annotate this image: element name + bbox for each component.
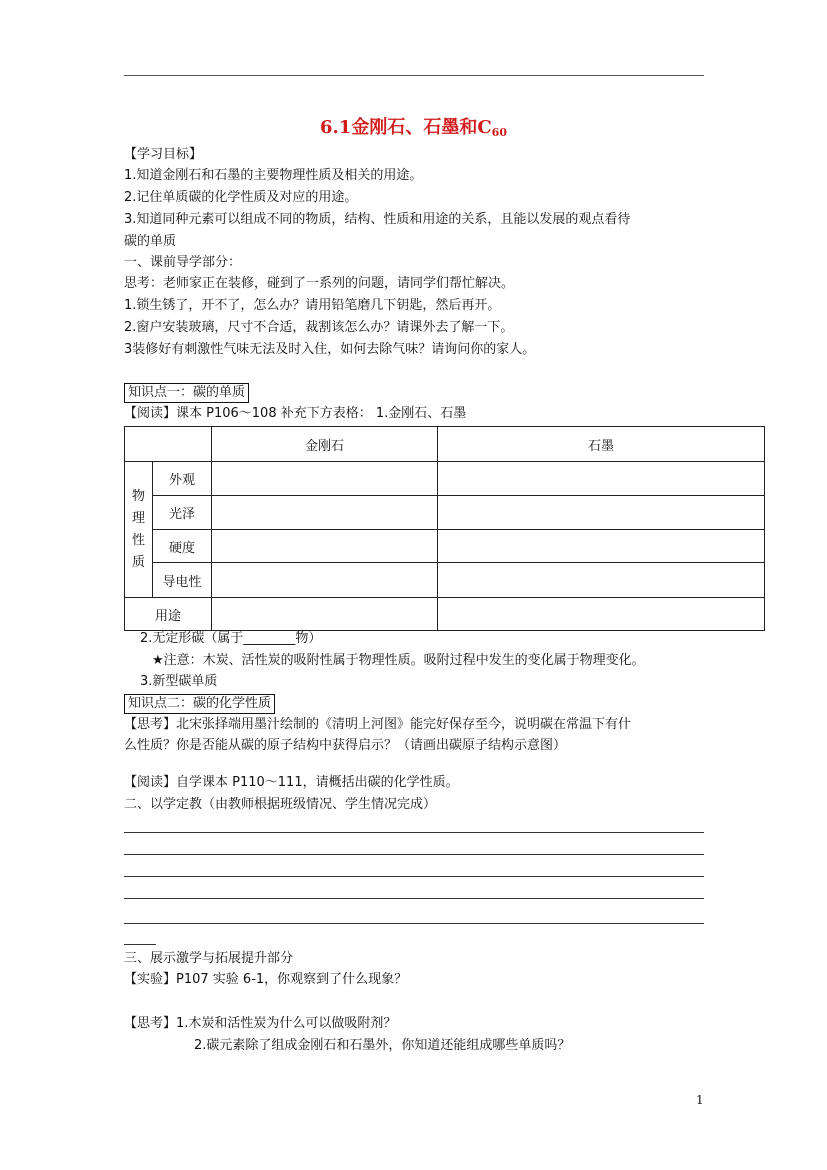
answer-cell[interactable] xyxy=(212,496,438,530)
goal-item: 2.记住单质碳的化学性质及对应的用途。 xyxy=(124,190,358,205)
preview-heading: 一、课前导学部分： xyxy=(124,255,242,270)
header-graphite: 石墨 xyxy=(438,427,765,462)
preview-item: 2.窗户安装玻璃，尺寸不合适，裁割该怎么办？请课外去了解一下。 xyxy=(124,320,514,335)
note-text: ★注意：木炭、活性炭的吸附性属于物理性质。吸附过程中发生的变化属于物理变化。 xyxy=(152,653,645,668)
table-row xyxy=(125,462,765,496)
answer-line[interactable] xyxy=(124,854,704,855)
goal-item: 1.知道金刚石和石墨的主要物理性质及相关的用途。 xyxy=(124,168,423,183)
page-title xyxy=(0,113,827,139)
table-row xyxy=(125,530,765,563)
title-subscript: 60 xyxy=(491,126,507,139)
answer-cell[interactable] xyxy=(438,563,765,598)
row-label: 外观 xyxy=(153,462,212,496)
section3-heading: 三、展示激学与拓展提升部分 xyxy=(124,951,294,966)
group-char: 物 xyxy=(131,488,145,504)
header-diamond: 金刚石 xyxy=(212,427,438,462)
answer-cell[interactable] xyxy=(438,530,765,563)
answer-cell[interactable] xyxy=(212,462,438,496)
new-carbon: 3.新型碳单质 xyxy=(140,674,218,689)
table-row xyxy=(125,496,765,530)
knowledge-point-2-label: 知识点二：碳的化学性质 xyxy=(124,694,275,714)
answer-line[interactable] xyxy=(124,832,704,833)
answer-cell[interactable] xyxy=(212,598,438,631)
table-corner-cell xyxy=(125,427,212,462)
section3-think-line2: 2.碳元素除了组成金刚石和石墨外，你知道还能组成哪些单质吗？ xyxy=(194,1038,571,1053)
knowledge-point-1-label: 知识点一：碳的单质 xyxy=(124,383,249,403)
table-row xyxy=(125,598,765,631)
kp2-think-line1: 【思考】北宋张择端用墨汁绘制的《清明上河图》能完好保存至今，说明碳在常温下有什 xyxy=(124,717,632,732)
row-label: 光泽 xyxy=(153,496,212,530)
table-header-row xyxy=(125,427,765,462)
amorphous-carbon: 2.无定形碳（属于________物） xyxy=(140,631,322,646)
kp2-think-line2: 么性质？你是否能从碳的原子结构中获得启示？（请画出碳原子结构示意图） xyxy=(124,738,567,753)
table-row xyxy=(125,563,765,598)
group-char: 质 xyxy=(131,554,145,570)
answer-line[interactable] xyxy=(124,898,704,899)
kp2-reading: 【阅读】自学课本 P110～111，请概括出碳的化学性质。 xyxy=(124,775,459,790)
row-label: 导电性 xyxy=(153,563,212,598)
kp1-reading: 【阅读】课本 P106～108 补充下方表格： 1.金刚石、石墨 xyxy=(124,406,467,421)
preview-think: 思考：老师家正在装修，碰到了一系列的问题，请同学们帮忙解决。 xyxy=(124,276,515,291)
answer-line[interactable] xyxy=(124,876,704,877)
page-number: 1 xyxy=(696,1093,704,1107)
physical-properties-group xyxy=(125,462,153,598)
answer-cell[interactable] xyxy=(438,598,765,631)
section3-think-line1: 【思考】1.木炭和活性炭为什么可以做吸附剂？ xyxy=(124,1016,397,1031)
title-main: 6.1金刚石、石墨和C xyxy=(320,117,492,138)
section2-heading: 二、以学定教（由教师根据班级情况、学生情况完成） xyxy=(124,797,437,812)
short-answer-line[interactable] xyxy=(124,944,156,945)
goals-heading: 【学习目标】 xyxy=(124,147,203,162)
properties-table xyxy=(124,426,765,631)
preview-item: 1.锁生锈了，开不了，怎么办？请用铅笔磨几下钥匙，然后再开。 xyxy=(124,298,501,313)
row-label-use: 用途 xyxy=(125,598,212,631)
header-rule xyxy=(124,75,704,76)
answer-cell[interactable] xyxy=(438,462,765,496)
goal-item: 3.知道同种元素可以组成不同的物质，结构、性质和用途的关系，且能以发展的观点看待 xyxy=(124,212,631,227)
group-char: 性 xyxy=(131,532,145,548)
experiment-text: 【实验】P107 实验 6-1，你观察到了什么现象？ xyxy=(124,972,408,987)
answer-cell[interactable] xyxy=(212,563,438,598)
answer-line[interactable] xyxy=(124,923,704,924)
answer-cell[interactable] xyxy=(438,496,765,530)
answer-cell[interactable] xyxy=(212,530,438,563)
preview-item: 3装修好有刺激性气味无法及时入住，如何去除气味？请询问你的家人。 xyxy=(124,342,536,357)
group-char: 理 xyxy=(131,510,145,526)
goal-item: 碳的单质 xyxy=(124,234,177,249)
row-label: 硬度 xyxy=(153,530,212,563)
